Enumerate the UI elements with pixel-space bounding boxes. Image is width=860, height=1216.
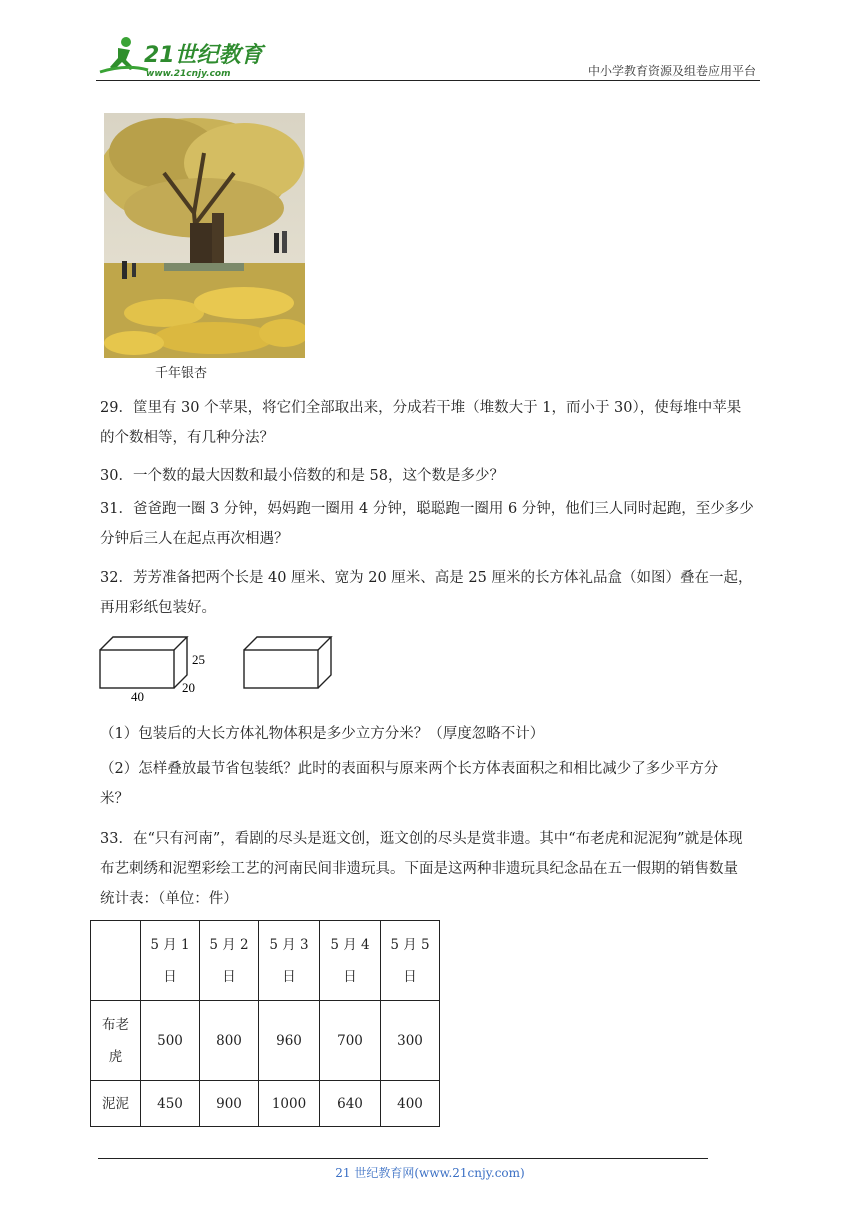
sales-table	[90, 920, 440, 1127]
box-length-label: 40	[131, 689, 144, 704]
platform-name: 中小学教育资源及组卷应用平台	[587, 64, 756, 78]
question-29-line-2: 的个数相等，有几种分法？	[100, 430, 274, 446]
gift-box-figure	[96, 635, 346, 710]
question-31	[100, 494, 764, 554]
question-29-line-1: 29．筐里有 30 个苹果，将它们全部取出来，分成若干堆（堆数大于 1，而小于 30），使每堆中苹果	[100, 400, 742, 416]
logo-url: www.21cnjy.com	[146, 69, 231, 79]
date-cell: 5 月 2 日	[200, 921, 259, 1001]
question-30: 30．一个数的最大因数和最小倍数的和是 58，这个数是多少？	[100, 468, 505, 484]
question-32-line-2: 再用彩纸包装好。	[100, 600, 216, 616]
logo-text: 21世纪教育	[144, 43, 263, 68]
question-31-line-2: 分钟后三人在起点再次相遇？	[100, 531, 289, 547]
value-cell: 900	[200, 1081, 259, 1127]
value-cell: 400	[381, 1081, 440, 1127]
question-31-line-1: 31．爸爸跑一圈 3 分钟，妈妈跑一圈用 4 分钟，聪聪跑一圈用 6 分钟，他们三人同时起跑，至少多少	[100, 501, 754, 517]
table-header-row	[91, 921, 440, 1001]
box-height-label: 25	[192, 652, 205, 667]
question-32-part-2	[100, 754, 764, 814]
value-cell: 640	[320, 1081, 381, 1127]
question-29	[100, 393, 764, 453]
box-width-label: 20	[182, 680, 195, 695]
table-corner-cell	[91, 921, 141, 1001]
ginkgo-tree-photo	[104, 113, 305, 358]
labeled-box	[100, 637, 187, 688]
value-cell: 500	[141, 1001, 200, 1081]
question-32-part-2-line-1: （2）怎样叠放最节省包装纸？此时的表面积与原来两个长方体表面积之和相比减少了多少平方分	[100, 761, 719, 777]
question-32-part-1: （1）包装后的大长方体礼物体积是多少立方分米？（厚度忽略不计）	[100, 726, 545, 742]
table-row	[91, 1081, 440, 1127]
site-logo	[96, 34, 266, 80]
value-cell: 450	[141, 1081, 200, 1127]
question-33-line-2: 布艺刺绣和泥塑彩绘工艺的河南民间非遗玩具。下面是这两种非遗玩具纪念品在五一假期的销售数量	[100, 861, 738, 877]
second-box	[244, 637, 331, 688]
footer-text: 21 世纪教育网(www.21cnjy.com)	[335, 1166, 525, 1180]
date-cell: 5 月 4 日	[320, 921, 381, 1001]
question-32-part-2-line-2: 米？	[100, 791, 129, 807]
date-cell: 5 月 3 日	[259, 921, 320, 1001]
question-32-line-1: 32．芳芳准备把两个长是 40 厘米、宽为 20 厘米、高是 25 厘米的长方体礼品盒（如图）叠在一起，	[100, 570, 753, 586]
value-cell: 700	[320, 1001, 381, 1081]
question-33-line-3: 统计表：（单位：件）	[100, 891, 238, 907]
date-cell: 5 月 5 日	[381, 921, 440, 1001]
value-cell: 960	[259, 1001, 320, 1081]
row-label-cell: 泥泥	[91, 1081, 141, 1127]
value-cell: 800	[200, 1001, 259, 1081]
value-cell: 300	[381, 1001, 440, 1081]
table-row	[91, 1001, 440, 1081]
header-divider	[96, 80, 760, 81]
value-cell: 1000	[259, 1081, 320, 1127]
footer-divider	[98, 1158, 708, 1159]
date-cell: 5 月 1 日	[141, 921, 200, 1001]
question-33-line-1: 33．在“只有河南”，看剧的尽头是逛文创，逛文创的尽头是赏非遗。其中“布老虎和泥泥狗”就是体现	[100, 831, 743, 847]
runner-icon	[100, 37, 148, 72]
question-32	[100, 563, 764, 623]
question-33	[100, 824, 764, 914]
row-label-cell: 布老 虎	[91, 1001, 141, 1081]
photo-caption: 千年银杏	[155, 366, 208, 381]
